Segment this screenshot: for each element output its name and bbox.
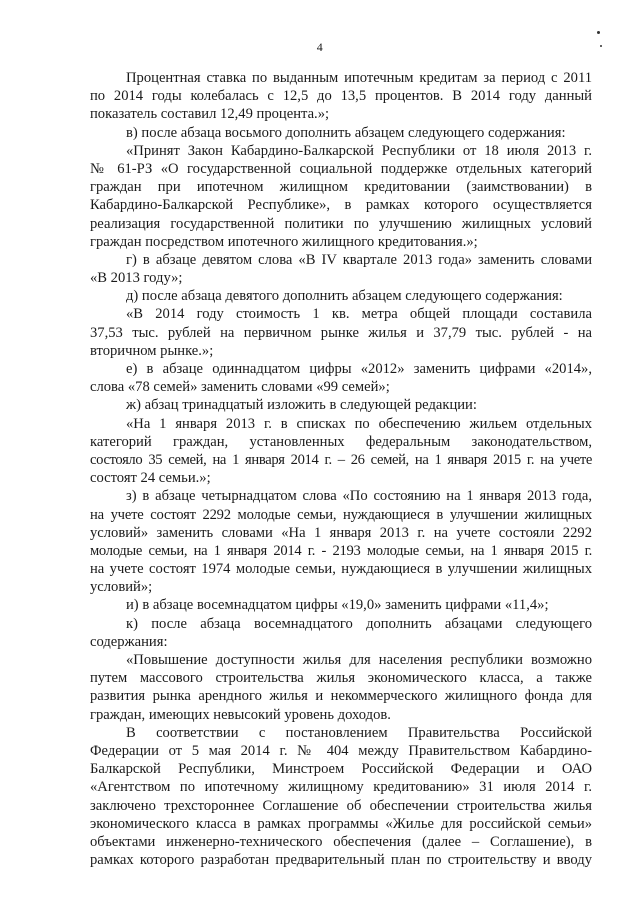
text-line: е) в абзаце одиннадцатом цифры «2012» заменить цифрами «2014»,	[126, 361, 592, 377]
text-line: ж) абзац тринадцатый изложить в следующей редакции:	[126, 397, 477, 414]
page-number: 4	[316, 40, 324, 54]
text-line: «На 1 января 2013 г. в списках по обеспечению жильем отдельных	[126, 415, 592, 432]
text-line: и) в абзаце восемнадцатом цифры «19,0» заменить цифрами «11,4»;	[126, 597, 549, 614]
text-line: путем массового строительства жилья экономического класса, а также	[90, 670, 592, 687]
text-line: рамках которого разработан предварительный план по строительству и вводу	[90, 852, 592, 869]
text-line: состоят 24 семьи.»;	[90, 470, 211, 487]
text-line: «Агентством по ипотечному жилищному кредитованию» 31 июля 2014 г.	[90, 779, 592, 796]
text-line: условий» заменить словами «На 1 января 2013 г. на учете состояли 2292	[90, 524, 592, 541]
text-line: на учете состоят 1974 молодые семьи, нуждающиеся в улучшении жилищных	[90, 561, 592, 578]
text-line: граждан, имеющих невысокий уровень доходов.	[90, 706, 391, 723]
text-line: Процентная ставка по выданным ипотечным кредитам за период с 2011	[126, 70, 592, 86]
text-line: заключено трехстороннее Соглашение об обеспечении строительства жилья	[90, 797, 592, 814]
text-line: условий»;	[90, 579, 153, 596]
text-line: «Принят Закон Кабардино-Балкарской Республики от 18 июля 2013 г.	[126, 142, 592, 159]
text-line: реализация государственной политики по улучшению жилищных условий	[90, 215, 592, 232]
text-line: д) после абзаца девятого дополнить абзацем следующего содержания:	[126, 288, 563, 305]
text-line: экономического класса в рамках программы «Жилье для российской семьи»	[90, 815, 592, 832]
text-line: г) в абзаце девятом слова «В IV квартале 2013 года» заменить словами	[126, 251, 592, 268]
document-body	[90, 69, 592, 869]
text-line: Балкарской Республики, Минстроем Российской Федерации и ОАО	[90, 761, 592, 778]
text-line: граждан при ипотечном жилищном кредитовании (заимствовании) в	[90, 179, 592, 196]
text-line: развития рынка арендного жилья и некоммерческого жилищного фонда для	[90, 688, 592, 705]
text-line: № 61-РЗ «О государственной социальной поддержке отдельных категорий	[90, 160, 592, 177]
text-line: «В 2013 году»;	[90, 270, 183, 287]
text-line: категорий граждан, установленных федеральным законодательством,	[90, 433, 592, 450]
scan-speck	[600, 45, 602, 47]
text-line: по 2014 годы колебалась с 12,5 до 13,5 процентов. В 2014 году данный	[90, 88, 592, 105]
text-line: Федерации от 5 мая 2014 г. № 404 между Правительством Кабардино-	[90, 742, 592, 759]
text-line: «В 2014 году стоимость 1 кв. метра общей площади составила	[126, 306, 592, 323]
text-line: 37,53 тыс. рублей на первичном рынке жилья и 37,79 тыс. рублей - на	[90, 324, 592, 341]
text-line: вторичном рынке.»;	[90, 342, 214, 359]
scan-speck	[597, 31, 600, 34]
text-line: на учете состоят 2292 молодые семьи, нуждающиеся в улучшении жилищных	[90, 506, 592, 523]
text-line: в) после абзаца восьмого дополнить абзацем следующего содержания:	[126, 124, 566, 141]
text-line: слова «78 семей» заменить словами «99 семей»;	[90, 379, 390, 396]
text-line: содержания:	[90, 633, 168, 650]
text-line: В соответствии с постановлением Правительства Российской	[126, 724, 592, 741]
text-line: к) после абзаца восемнадцатого дополнить абзацами следующего	[126, 615, 592, 632]
text-line: молодые семьи, на 1 января 2014 г. - 2193 молодые семьи, на 1 января 2015 г.	[90, 542, 592, 559]
text-line: з) в абзаце четырнадцатом слова «По состоянию на 1 января 2013 года,	[126, 488, 592, 505]
text-line: состояло 35 семей, на 1 января 2014 г. – 26 семей, на 1 января 2015 г. на учете	[90, 451, 592, 468]
text-line: «Повышение доступности жилья для населения республики возможно	[126, 652, 592, 668]
text-line: граждан посредством ипотечного жилищного кредитования.»;	[90, 233, 478, 250]
text-line: Кабардино-Балкарской Республике», в рамках которого осуществляется	[90, 197, 592, 214]
text-line: объектами инженерно-технического обеспечения (далее – Соглашение), в	[90, 833, 592, 850]
text-line: показатель составил 12,49 процента.»;	[90, 106, 330, 123]
